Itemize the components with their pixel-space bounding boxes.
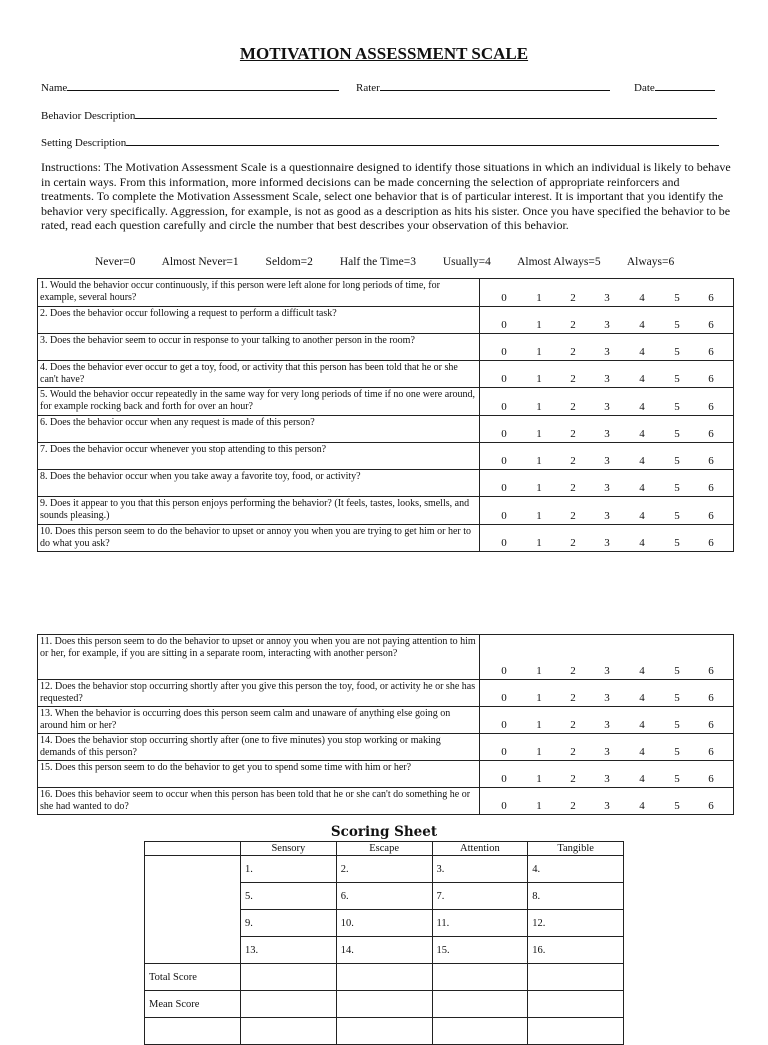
rating-option[interactable]: 3 (604, 773, 610, 785)
score-cell[interactable]: 8. (528, 883, 624, 910)
setting-description-label: Setting Description (41, 137, 127, 149)
rating-option[interactable]: 4 (639, 292, 645, 304)
rating-option[interactable]: 3 (604, 800, 610, 812)
rating-option[interactable]: 4 (639, 482, 645, 494)
total-score-cell[interactable] (336, 964, 432, 991)
rating-option[interactable]: 4 (639, 401, 645, 413)
rating-option[interactable]: 3 (604, 537, 610, 549)
header-sensory: Sensory (241, 842, 337, 856)
rating-options (480, 707, 734, 734)
instructions-paragraph: Instructions: The Motivation Assessment Scale is a questionnaire designed to identify those situations in which an individual is likely to behave in certain ways. From this information, more informed decisions can be made concerning the selection of appropriate reinforcers and treatments. To complete the Motivation Assessment Scale, select one behavior that is of particular interest. It is important that you identify the behavior very specifically. Aggression, for example, is not as good as a description as hits his sister. Once you have specified the behavior to be rated, read each question carefully and circle the number that best describes your observation of this behavior. (41, 160, 731, 233)
rating-option[interactable]: 5 (674, 692, 680, 704)
rating-option[interactable]: 2 (570, 692, 576, 704)
rating-option[interactable]: 5 (674, 800, 680, 812)
rating-legend (95, 256, 674, 268)
rating-option[interactable]: 4 (639, 319, 645, 331)
rating-option[interactable]: 4 (639, 537, 645, 549)
question-table-part1 (37, 278, 734, 552)
question-text: 16. Does this behavior seem to occur when this person has been told that he or she can't do something he or she had wanted to do? (38, 788, 480, 815)
rating-option[interactable]: 5 (674, 719, 680, 731)
total-score-cell[interactable] (241, 964, 337, 991)
rating-option[interactable]: 5 (674, 482, 680, 494)
rating-option[interactable]: 4 (639, 746, 645, 758)
rating-option[interactable]: 1 (536, 773, 542, 785)
rating-option[interactable]: 3 (604, 292, 610, 304)
rating-option[interactable]: 0 (501, 346, 507, 358)
rating-option[interactable]: 4 (639, 455, 645, 467)
mean-score-label: Mean Score (145, 991, 241, 1018)
question-text: 5. Would the behavior occur repeatedly in the same way for very long periods of time if no one were around, for example rocking back and forth for over an hour? (38, 388, 480, 416)
rating-option[interactable]: 2 (570, 401, 576, 413)
rating-options (480, 334, 734, 361)
rating-option[interactable]: 1 (536, 292, 542, 304)
rating-option[interactable]: 4 (639, 665, 645, 677)
rating-option[interactable]: 2 (570, 537, 576, 549)
score-cell[interactable]: 5. (241, 883, 337, 910)
rating-option[interactable]: 6 (708, 773, 714, 785)
legend-item: Almost Always=5 (517, 256, 601, 268)
rating-options (480, 525, 734, 552)
score-cell[interactable]: 14. (336, 937, 432, 964)
total-score-cell[interactable] (432, 964, 528, 991)
rating-option[interactable]: 6 (708, 800, 714, 812)
question-row (38, 525, 734, 552)
date-field[interactable] (634, 80, 715, 94)
question-row (38, 788, 734, 815)
rating-option[interactable]: 3 (604, 319, 610, 331)
rating-option[interactable]: 5 (674, 401, 680, 413)
rating-option[interactable]: 6 (708, 401, 714, 413)
score-cell[interactable]: 4. (528, 856, 624, 883)
header-attention: Attention (432, 842, 528, 856)
rating-option[interactable]: 6 (708, 482, 714, 494)
rating-option[interactable]: 1 (536, 746, 542, 758)
legend-item: Almost Never=1 (161, 256, 239, 268)
rating-option[interactable]: 2 (570, 746, 576, 758)
rating-option[interactable]: 0 (501, 510, 507, 522)
question-row (38, 361, 734, 388)
rating-option[interactable]: 0 (501, 537, 507, 549)
header-escape: Escape (336, 842, 432, 856)
rating-option[interactable]: 0 (501, 719, 507, 731)
rating-option[interactable]: 5 (674, 773, 680, 785)
rating-option[interactable]: 1 (536, 719, 542, 731)
rating-option[interactable]: 3 (604, 510, 610, 522)
rating-option[interactable]: 5 (674, 373, 680, 385)
rating-option[interactable]: 6 (708, 692, 714, 704)
rating-option[interactable]: 6 (708, 746, 714, 758)
rating-option[interactable]: 1 (536, 428, 542, 440)
score-cell[interactable]: 2. (336, 856, 432, 883)
score-cell[interactable]: 9. (241, 910, 337, 937)
name-label: Name (41, 82, 68, 94)
question-text: 10. Does this person seem to do the behavior to upset or annoy you when you are trying to get him or her to do what you ask? (38, 525, 480, 552)
rater-field[interactable] (356, 80, 610, 94)
rating-option[interactable]: 2 (570, 800, 576, 812)
rating-option[interactable]: 4 (639, 510, 645, 522)
rating-option[interactable]: 5 (674, 537, 680, 549)
question-row (38, 334, 734, 361)
rating-option[interactable]: 1 (536, 692, 542, 704)
rating-option[interactable]: 5 (674, 510, 680, 522)
rating-option[interactable]: 4 (639, 719, 645, 731)
question-row (38, 761, 734, 788)
rating-options (480, 443, 734, 470)
rating-option[interactable]: 2 (570, 373, 576, 385)
rating-option[interactable]: 0 (501, 692, 507, 704)
legend-item: Usually=4 (442, 256, 491, 268)
score-cell[interactable]: 15. (432, 937, 528, 964)
rating-option[interactable]: 4 (639, 800, 645, 812)
mean-score-cell[interactable] (432, 991, 528, 1018)
question-text: 7. Does the behavior occur whenever you stop attending to this person? (38, 443, 480, 470)
question-row (38, 279, 734, 307)
question-row (38, 707, 734, 734)
rating-option[interactable]: 2 (570, 719, 576, 731)
question-text: 6. Does the behavior occur when any request is made of this person? (38, 416, 480, 443)
question-text: 13. When the behavior is occurring does this person seem calm and unaware of anything else going on around him or her? (38, 707, 480, 734)
question-row (38, 680, 734, 707)
score-cell[interactable]: 13. (241, 937, 337, 964)
score-cell[interactable]: 12. (528, 910, 624, 937)
total-score-cell[interactable] (528, 964, 624, 991)
score-cell[interactable]: 7. (432, 883, 528, 910)
rating-option[interactable]: 0 (501, 401, 507, 413)
rating-option[interactable]: 3 (604, 373, 610, 385)
rating-option[interactable]: 0 (501, 746, 507, 758)
rating-options (480, 388, 734, 416)
date-label: Date (634, 82, 655, 94)
rating-option[interactable]: 5 (674, 455, 680, 467)
rating-options (480, 635, 734, 680)
rating-option[interactable]: 4 (639, 373, 645, 385)
score-cell[interactable]: 1. (241, 856, 337, 883)
rating-option[interactable]: 1 (536, 510, 542, 522)
rating-option[interactable]: 2 (570, 346, 576, 358)
question-text: 15. Does this person seem to do the behavior to get you to spend some time with him or her? (38, 761, 480, 788)
rating-option[interactable]: 6 (708, 455, 714, 467)
question-text: 8. Does the behavior occur when you take away a favorite toy, food, or activity? (38, 470, 480, 497)
mean-score-cell[interactable] (336, 991, 432, 1018)
rating-option[interactable]: 0 (501, 665, 507, 677)
rating-option[interactable]: 0 (501, 773, 507, 785)
rating-options (480, 361, 734, 388)
rating-options (480, 788, 734, 815)
legend-item: Half the Time=3 (339, 256, 416, 268)
setting-description-field[interactable] (41, 135, 719, 149)
rating-option[interactable]: 5 (674, 428, 680, 440)
header-tangible: Tangible (528, 842, 624, 856)
legend-item: Never=0 (95, 256, 136, 268)
question-table-part2 (37, 634, 734, 815)
rating-option[interactable]: 0 (501, 482, 507, 494)
question-text: 14. Does the behavior stop occurring shortly after (one to five minutes) you stop working or making demands of this person? (38, 734, 480, 761)
rating-options (480, 734, 734, 761)
question-row (38, 307, 734, 334)
rating-option[interactable]: 2 (570, 482, 576, 494)
question-row (38, 497, 734, 525)
rating-option[interactable]: 0 (501, 800, 507, 812)
rating-option[interactable]: 5 (674, 346, 680, 358)
rating-options (480, 680, 734, 707)
rating-option[interactable]: 5 (674, 746, 680, 758)
question-text: 11. Does this person seem to do the behavior to upset or annoy you when you are not paying attention to him or her, for example, if you are sitting in a separate room, interacting with another person? (38, 635, 480, 680)
question-text: 9. Does it appear to you that this person enjoys performing the behavior? (It feels, tastes, looks, smells, and sounds pleasing.) (38, 497, 480, 525)
rating-options (480, 279, 734, 307)
rating-option[interactable]: 6 (708, 537, 714, 549)
question-row (38, 443, 734, 470)
rating-option[interactable]: 2 (570, 665, 576, 677)
rating-options (480, 761, 734, 788)
rating-option[interactable]: 2 (570, 428, 576, 440)
rating-option[interactable]: 0 (501, 428, 507, 440)
question-text: 1. Would the behavior occur continuously, if this person were left alone for long periods of time, for example, several hours? (38, 279, 480, 307)
rating-option[interactable]: 4 (639, 773, 645, 785)
rating-options (480, 416, 734, 443)
rating-option[interactable]: 1 (536, 665, 542, 677)
legend-item: Always=6 (626, 256, 675, 268)
rating-option[interactable]: 6 (708, 373, 714, 385)
rating-option[interactable]: 1 (536, 800, 542, 812)
score-cell[interactable]: 6. (336, 883, 432, 910)
scoring-sheet-title: Scoring Sheet (330, 824, 438, 840)
mean-score-cell[interactable] (241, 991, 337, 1018)
rater-label: Rater (356, 82, 380, 94)
rating-option[interactable]: 3 (604, 346, 610, 358)
question-text: 2. Does the behavior occur following a request to perform a difficult task? (38, 307, 480, 334)
question-text: 12. Does the behavior stop occurring shortly after you give this person the toy, food, or activity he or she has requested? (38, 680, 480, 707)
rating-options (480, 470, 734, 497)
behavior-description-field[interactable] (41, 108, 717, 122)
question-text: 4. Does the behavior ever occur to get a toy, food, or activity that this person has been told that he or she can't have? (38, 361, 480, 388)
rating-option[interactable]: 4 (639, 692, 645, 704)
score-cell[interactable]: 16. (528, 937, 624, 964)
rating-option[interactable]: 6 (708, 292, 714, 304)
rating-option[interactable]: 4 (639, 346, 645, 358)
rating-option[interactable]: 3 (604, 692, 610, 704)
page-title: MOTIVATION ASSESSMENT SCALE (239, 44, 529, 63)
rating-option[interactable]: 2 (570, 510, 576, 522)
score-cell[interactable]: 3. (432, 856, 528, 883)
rating-option[interactable]: 0 (501, 455, 507, 467)
rating-option[interactable]: 3 (604, 746, 610, 758)
rating-option[interactable]: 0 (501, 292, 507, 304)
score-cell[interactable]: 10. (336, 910, 432, 937)
question-text: 3. Does the behavior seem to occur in response to your talking to another person in the room? (38, 334, 480, 361)
rating-option[interactable]: 3 (604, 482, 610, 494)
question-row (38, 635, 734, 680)
rating-option[interactable]: 2 (570, 319, 576, 331)
rating-option[interactable]: 6 (708, 665, 714, 677)
rating-option[interactable]: 6 (708, 510, 714, 522)
rating-option[interactable]: 3 (604, 665, 610, 677)
question-row (38, 388, 734, 416)
rating-options (480, 497, 734, 525)
question-row (38, 734, 734, 761)
score-cell[interactable]: 11. (432, 910, 528, 937)
rating-option[interactable]: 3 (604, 719, 610, 731)
rating-option[interactable]: 6 (708, 719, 714, 731)
total-score-label: Total Score (145, 964, 241, 991)
question-row (38, 470, 734, 497)
rating-option[interactable]: 3 (604, 428, 610, 440)
rating-options (480, 307, 734, 334)
rating-option[interactable]: 1 (536, 373, 542, 385)
rating-option[interactable]: 0 (501, 319, 507, 331)
rating-option[interactable]: 6 (708, 346, 714, 358)
rating-option[interactable]: 2 (570, 292, 576, 304)
rating-option[interactable]: 1 (536, 455, 542, 467)
rating-option[interactable]: 3 (604, 455, 610, 467)
rating-option[interactable]: 5 (674, 319, 680, 331)
rating-option[interactable]: 2 (570, 773, 576, 785)
question-row (38, 416, 734, 443)
behavior-description-label: Behavior Description (41, 110, 136, 122)
rating-option[interactable]: 5 (674, 292, 680, 304)
rating-option[interactable]: 6 (708, 428, 714, 440)
rating-option[interactable]: 0 (501, 373, 507, 385)
rating-option[interactable]: 4 (639, 428, 645, 440)
rating-option[interactable]: 3 (604, 401, 610, 413)
rating-option[interactable]: 1 (536, 346, 542, 358)
rating-option[interactable]: 6 (708, 319, 714, 331)
mean-score-cell[interactable] (528, 991, 624, 1018)
rating-option[interactable]: 1 (536, 401, 542, 413)
rating-option[interactable]: 1 (536, 537, 542, 549)
scoring-sheet-table (144, 841, 624, 1045)
legend-item: Seldom=2 (265, 256, 313, 268)
name-field[interactable] (41, 80, 339, 94)
rating-option[interactable]: 1 (536, 482, 542, 494)
rating-option[interactable]: 5 (674, 665, 680, 677)
rating-option[interactable]: 1 (536, 319, 542, 331)
rating-option[interactable]: 2 (570, 455, 576, 467)
